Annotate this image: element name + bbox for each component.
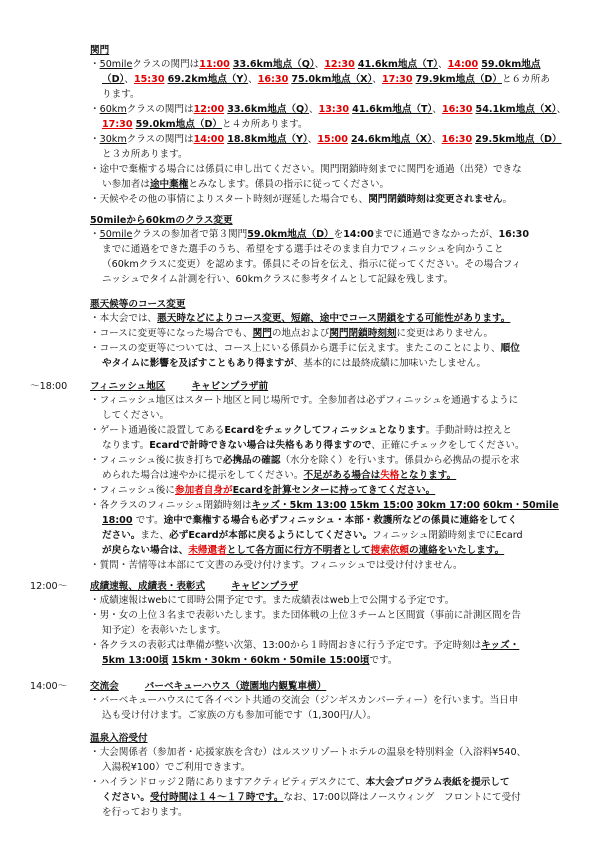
section-heading bbox=[90, 378, 268, 392]
text-run: 59.0km地点（D） bbox=[135, 119, 222, 130]
text-run: 順位 bbox=[500, 343, 520, 354]
highlight-text: 12:30 bbox=[324, 59, 355, 70]
text-run: ださい。 bbox=[102, 530, 141, 541]
text-line bbox=[90, 257, 580, 272]
text-run: 60km・50mile bbox=[483, 500, 559, 511]
text-run: 関門 bbox=[252, 328, 272, 339]
text-run: ・各クラスの表彰式は準備が整い次第、13:00から１時間おきに行う予定です。予定時刻は bbox=[90, 640, 482, 651]
text-run: 54.1km地点（X） bbox=[475, 104, 557, 115]
text-run: と３カ所あります。 bbox=[102, 149, 188, 160]
text-run: ・天候やその他の事情によりスタート時刻が遅延した場合でも、 bbox=[90, 194, 369, 205]
text-run: 、 bbox=[124, 74, 134, 85]
text-run: キッズ・5km 13:00 bbox=[251, 500, 347, 511]
section-heading-text: 関門 bbox=[90, 45, 110, 56]
text-run: 16:30 bbox=[498, 229, 530, 240]
text-run: 15km・30km・60km・50mile 15:00頃 bbox=[171, 655, 370, 666]
text-run: 60km bbox=[99, 104, 127, 115]
text-run: （60kmクラスに変更）を認めます。係員にその旨を伝え、指示に従ってください。その場合フィ bbox=[102, 259, 522, 270]
text-run: 不足がある場合は bbox=[303, 470, 381, 481]
text-run: ・フィニッシュ後に抜き打ちで bbox=[90, 455, 223, 466]
text-line bbox=[90, 775, 580, 790]
section-time: 14:00～ bbox=[30, 681, 68, 692]
text-run: 途中棄権 bbox=[149, 179, 189, 190]
text-run: 41.6km地点（T） bbox=[352, 104, 433, 115]
text-line bbox=[90, 498, 580, 513]
text-run: 、 bbox=[438, 59, 448, 70]
text-line bbox=[90, 760, 580, 775]
section-heading bbox=[90, 42, 109, 56]
text-line bbox=[90, 558, 580, 573]
text-run: までに通過をできた選手のうち、希望をする選手はそのまま自力でフィニッシュを向かうこと bbox=[102, 244, 504, 255]
text-run: （水分を除く）を行います。係員から必携品の提示を求 bbox=[280, 455, 520, 466]
text-run: められた場合は速やかに提示をしてください。 bbox=[102, 470, 304, 481]
text-run: 悪天時などによりコース変更、短縮、途中でコース閉鎖をする可能性があります。 bbox=[157, 313, 511, 324]
text-run: 29.5km地点（D） bbox=[475, 134, 562, 145]
section-body bbox=[90, 593, 580, 668]
text-run: 、 bbox=[432, 104, 442, 115]
text-run: い参加者は bbox=[102, 179, 150, 190]
text-run: 受付時間は１４～１７時です。 bbox=[149, 792, 284, 803]
text-run: 14:00 bbox=[343, 229, 374, 240]
text-run: 59.0km地点 bbox=[481, 59, 541, 70]
section-heading bbox=[90, 212, 233, 226]
text-line bbox=[90, 393, 580, 408]
text-run: 、 bbox=[372, 74, 382, 85]
text-run: 、正確にチェックをしてください。 bbox=[371, 440, 525, 451]
section-body bbox=[90, 745, 580, 820]
text-run: ・フィニッシュ後に bbox=[90, 485, 175, 496]
text-run: です。 bbox=[369, 655, 398, 666]
text-line bbox=[90, 326, 580, 341]
text-line bbox=[90, 87, 580, 102]
text-line bbox=[90, 117, 580, 132]
text-run: 24.6km地点（X） bbox=[350, 134, 432, 145]
text-line bbox=[90, 227, 580, 242]
text-run: ください。 bbox=[102, 792, 150, 803]
section-heading bbox=[90, 730, 148, 744]
text-run: やタイムに影響を及ぼすこともあり得ますが bbox=[102, 358, 294, 369]
section-heading bbox=[90, 678, 326, 692]
text-line bbox=[90, 162, 580, 177]
text-run: 15km 15:00 bbox=[349, 500, 414, 511]
section-body bbox=[90, 693, 580, 723]
text-run: 知予定）を表彰いたします。 bbox=[102, 625, 226, 636]
section-body bbox=[90, 227, 580, 287]
text-line bbox=[90, 638, 580, 653]
text-run: 途中で棄権する場合も必ずフィニッシュ・本部・救護所などの係員に連絡をしてく bbox=[163, 515, 518, 526]
text-run: ニッシュでタイム計測を行い、60kmクラスに参考タイムとして記録を残します。 bbox=[102, 274, 454, 285]
text-run: 、 bbox=[314, 59, 325, 70]
text-line bbox=[90, 408, 580, 423]
text-run: の連絡をいたします。 bbox=[409, 545, 505, 556]
text-run: 69.2km地点（Y） bbox=[167, 74, 249, 85]
highlight-text: 13:30 bbox=[318, 104, 350, 115]
section-heading-location: キャビンプラザ bbox=[231, 581, 299, 592]
highlight-text: 11:00 bbox=[199, 59, 230, 70]
text-line bbox=[90, 242, 580, 257]
text-run: 50mile bbox=[99, 59, 133, 70]
text-run: 、 bbox=[307, 134, 318, 145]
text-run: 入湯税¥100）でご利用できます。 bbox=[102, 762, 251, 773]
text-run: クラスの関門は bbox=[126, 134, 194, 145]
text-line bbox=[90, 468, 580, 483]
text-run: が戻らない場合は、 bbox=[102, 545, 189, 556]
text-run: ・ bbox=[90, 229, 100, 240]
text-run: （D） bbox=[102, 74, 125, 85]
highlight-text: 14:00 bbox=[193, 134, 225, 145]
text-run: 。手動計時は控えと bbox=[425, 425, 513, 436]
text-run: クラスの関門は bbox=[126, 104, 194, 115]
text-line bbox=[90, 693, 580, 708]
text-run: クラスの関門は bbox=[132, 59, 200, 70]
text-run: 、 bbox=[556, 104, 567, 115]
text-run: ・ bbox=[90, 134, 100, 145]
text-run: ・大会関係者（参加者・応援家族を含む）はルスツリゾートホテルの温泉を特別料金（入浴料¥540、 bbox=[90, 747, 527, 758]
text-run: ・質問・苦情等は本部にて文書のみ受け付けます。フィニッシュでは受け付けません。 bbox=[90, 560, 463, 571]
highlight-text: 17:30 bbox=[381, 74, 413, 85]
text-line bbox=[90, 790, 580, 805]
section-heading-text: 50mileから60kmのクラス変更 bbox=[90, 215, 233, 226]
text-run: ・ハイランドロッジ２階にありますアクティビティデスクにて、 bbox=[90, 777, 366, 788]
text-line bbox=[90, 653, 580, 668]
highlight-text: 未帰還者 bbox=[188, 545, 227, 556]
text-run: ・男・女の上位３名まで表彰いたします。また団体戦の上位３チームと区間賞（事前に計測区間を告 bbox=[90, 610, 521, 621]
highlight-text: 捜索依頼 bbox=[370, 545, 409, 556]
section-heading-text: 交流会 bbox=[90, 681, 119, 692]
text-run: 50mile bbox=[99, 229, 133, 240]
section-time: 12:00～ bbox=[30, 581, 68, 592]
text-run: なお、17:00以降はノースウィング フロントにて受付 bbox=[283, 792, 521, 803]
text-run: 59.0km地点（D） bbox=[247, 229, 334, 240]
section-heading-text: 温泉入浴受付 bbox=[90, 733, 148, 744]
text-line bbox=[90, 528, 580, 543]
text-run: 41.6km地点（T） bbox=[357, 59, 439, 70]
text-line bbox=[90, 72, 580, 87]
text-run: とみなします。係員の指示に従ってください。 bbox=[188, 179, 390, 190]
text-run: 5km 13:00頃 bbox=[102, 655, 169, 666]
text-run: ・ゲート通過後に設置してある bbox=[90, 425, 225, 436]
section-heading bbox=[90, 578, 298, 592]
text-line bbox=[90, 423, 580, 438]
text-line bbox=[90, 543, 580, 558]
highlight-text: 失格 bbox=[380, 470, 400, 481]
text-run: 79.9km地点（D） bbox=[415, 74, 502, 85]
text-run: ・成績速報はwebにて即時公開予定です。また成績表はweb上で公開する予定です。 bbox=[90, 595, 455, 606]
text-run: 、 bbox=[308, 104, 319, 115]
text-run: 30km 17:00 bbox=[416, 500, 480, 511]
text-run: に変更はありません。 bbox=[396, 328, 494, 339]
text-line bbox=[90, 341, 580, 356]
section-heading-text: 悪天候等のコース変更 bbox=[90, 299, 186, 310]
highlight-text: 17:30 bbox=[102, 119, 133, 130]
section-body bbox=[90, 311, 580, 371]
section-heading-location: バーベキューハウス（遊園地内観覧車横） bbox=[144, 681, 327, 692]
text-run: 。 bbox=[502, 194, 513, 205]
text-run: ・ bbox=[90, 104, 100, 115]
section-body bbox=[90, 393, 580, 573]
section-heading-text: フィニッシュ地区 bbox=[90, 381, 166, 392]
text-line bbox=[90, 356, 580, 371]
text-run: 、 bbox=[432, 134, 442, 145]
text-run: 必携品の確認 bbox=[222, 455, 281, 466]
text-line bbox=[90, 192, 580, 207]
section-heading-text: 成績速報、成績表・表彰式 bbox=[90, 581, 206, 592]
highlight-text: 15:30 bbox=[133, 74, 165, 85]
text-run: までに通過できなかったが、 bbox=[373, 229, 499, 240]
text-line bbox=[90, 623, 580, 638]
text-line bbox=[90, 438, 580, 453]
text-run: Ecardを計算センターに持ってきてください。 bbox=[232, 485, 436, 496]
text-line bbox=[90, 132, 580, 147]
highlight-text: 12:00 bbox=[193, 104, 225, 115]
text-run: クラスの参加者で第３関門 bbox=[132, 229, 248, 240]
text-line bbox=[90, 272, 580, 287]
text-line bbox=[90, 177, 580, 192]
text-run: 18.8km地点（Y） bbox=[227, 134, 308, 145]
text-run: Ecardで計時できない場合は失格もあり得ますので bbox=[149, 440, 372, 451]
text-run: ・ bbox=[90, 59, 100, 70]
text-run: と４カ所あります。 bbox=[222, 119, 308, 130]
text-run: を bbox=[333, 229, 344, 240]
text-run: 33.6km地点（Q） bbox=[232, 59, 315, 70]
text-line bbox=[90, 453, 580, 468]
text-run: 75.0km地点（X） bbox=[291, 74, 373, 85]
text-run: ・本大会では、 bbox=[90, 313, 158, 324]
text-run: 関門閉鎖時刻刻 bbox=[329, 328, 397, 339]
text-run: 30km bbox=[99, 134, 127, 145]
text-line bbox=[90, 708, 580, 723]
text-run: してください。 bbox=[102, 410, 170, 421]
text-run: 込も受け付けます。ご家族の方も参加可能です（1,300円/人）。 bbox=[102, 710, 377, 721]
text-line bbox=[90, 608, 580, 623]
text-run: ・コースの変更等については、コース上にいる係員から選手に伝えます。またこのことにより、 bbox=[90, 343, 501, 354]
highlight-text: 15:00 bbox=[317, 134, 348, 145]
text-run: を行っております。 bbox=[102, 807, 188, 818]
highlight-text: 16:30 bbox=[441, 134, 473, 145]
text-run: ・各クラスのフィニッシュ閉鎖時刻は bbox=[90, 500, 252, 511]
text-run: ・バーベキューハウスにて各イベント共通の交流会（ジンギスカンパーティー）を行います。当日申 bbox=[90, 695, 519, 706]
text-run: の地点および bbox=[271, 328, 330, 339]
section-time: ～18:00 bbox=[30, 381, 68, 392]
text-run: 18:00 bbox=[102, 515, 133, 526]
text-run: 、 bbox=[248, 74, 258, 85]
highlight-text: 16:30 bbox=[441, 104, 473, 115]
text-line bbox=[90, 311, 580, 326]
text-run: と６カ所あ bbox=[501, 74, 550, 85]
text-run: となります。 bbox=[399, 470, 457, 481]
text-run: キッズ・ bbox=[481, 640, 520, 651]
text-run: 本大会プログラム表紙を提示して bbox=[365, 777, 510, 788]
section-heading bbox=[90, 296, 185, 310]
text-line bbox=[90, 102, 580, 117]
section-heading-location: キャビンプラザ前 bbox=[191, 381, 269, 392]
text-run: ります。 bbox=[102, 89, 140, 100]
text-run: 、基本的には最終成績に加味いたしません。 bbox=[293, 358, 487, 369]
text-run: フィニッシュ閉鎖時刻までにEcard bbox=[372, 530, 523, 541]
text-line bbox=[90, 513, 580, 528]
text-run: ・コースに変更等になった場合でも、 bbox=[90, 328, 253, 339]
text-run: なります。 bbox=[102, 440, 150, 451]
highlight-text: 16:30 bbox=[257, 74, 289, 85]
text-run: 33.6km地点（Q） bbox=[227, 104, 309, 115]
text-line bbox=[90, 147, 580, 162]
text-line bbox=[90, 805, 580, 820]
text-line bbox=[90, 57, 580, 72]
text-run: ・フィニッシュ地区はスタート地区と同じ場所です。全参加者は必ずフィニッシュを通過するように bbox=[90, 395, 519, 406]
text-line bbox=[90, 745, 580, 760]
text-run: として各方面に行方不明者として bbox=[226, 545, 371, 556]
text-run: です。 bbox=[132, 515, 164, 526]
text-run: Ecardをチェックしてフィニッシュとなります bbox=[224, 425, 426, 436]
text-run: 必ずEcardが本部に戻るようにしてください。 bbox=[169, 530, 373, 541]
highlight-text: 参加者自身が bbox=[175, 485, 233, 496]
text-run: また、 bbox=[140, 530, 170, 541]
highlight-text: 14:00 bbox=[447, 59, 479, 70]
text-line bbox=[90, 483, 580, 498]
section-body bbox=[90, 57, 580, 207]
text-run: 関門閉鎖時刻は変更されません bbox=[368, 194, 503, 205]
text-run: ・途中で棄権する場合には係員に申し出てください。関門閉鎖時刻までに関門を通過（出発）できな bbox=[90, 164, 522, 175]
text-line bbox=[90, 593, 580, 608]
